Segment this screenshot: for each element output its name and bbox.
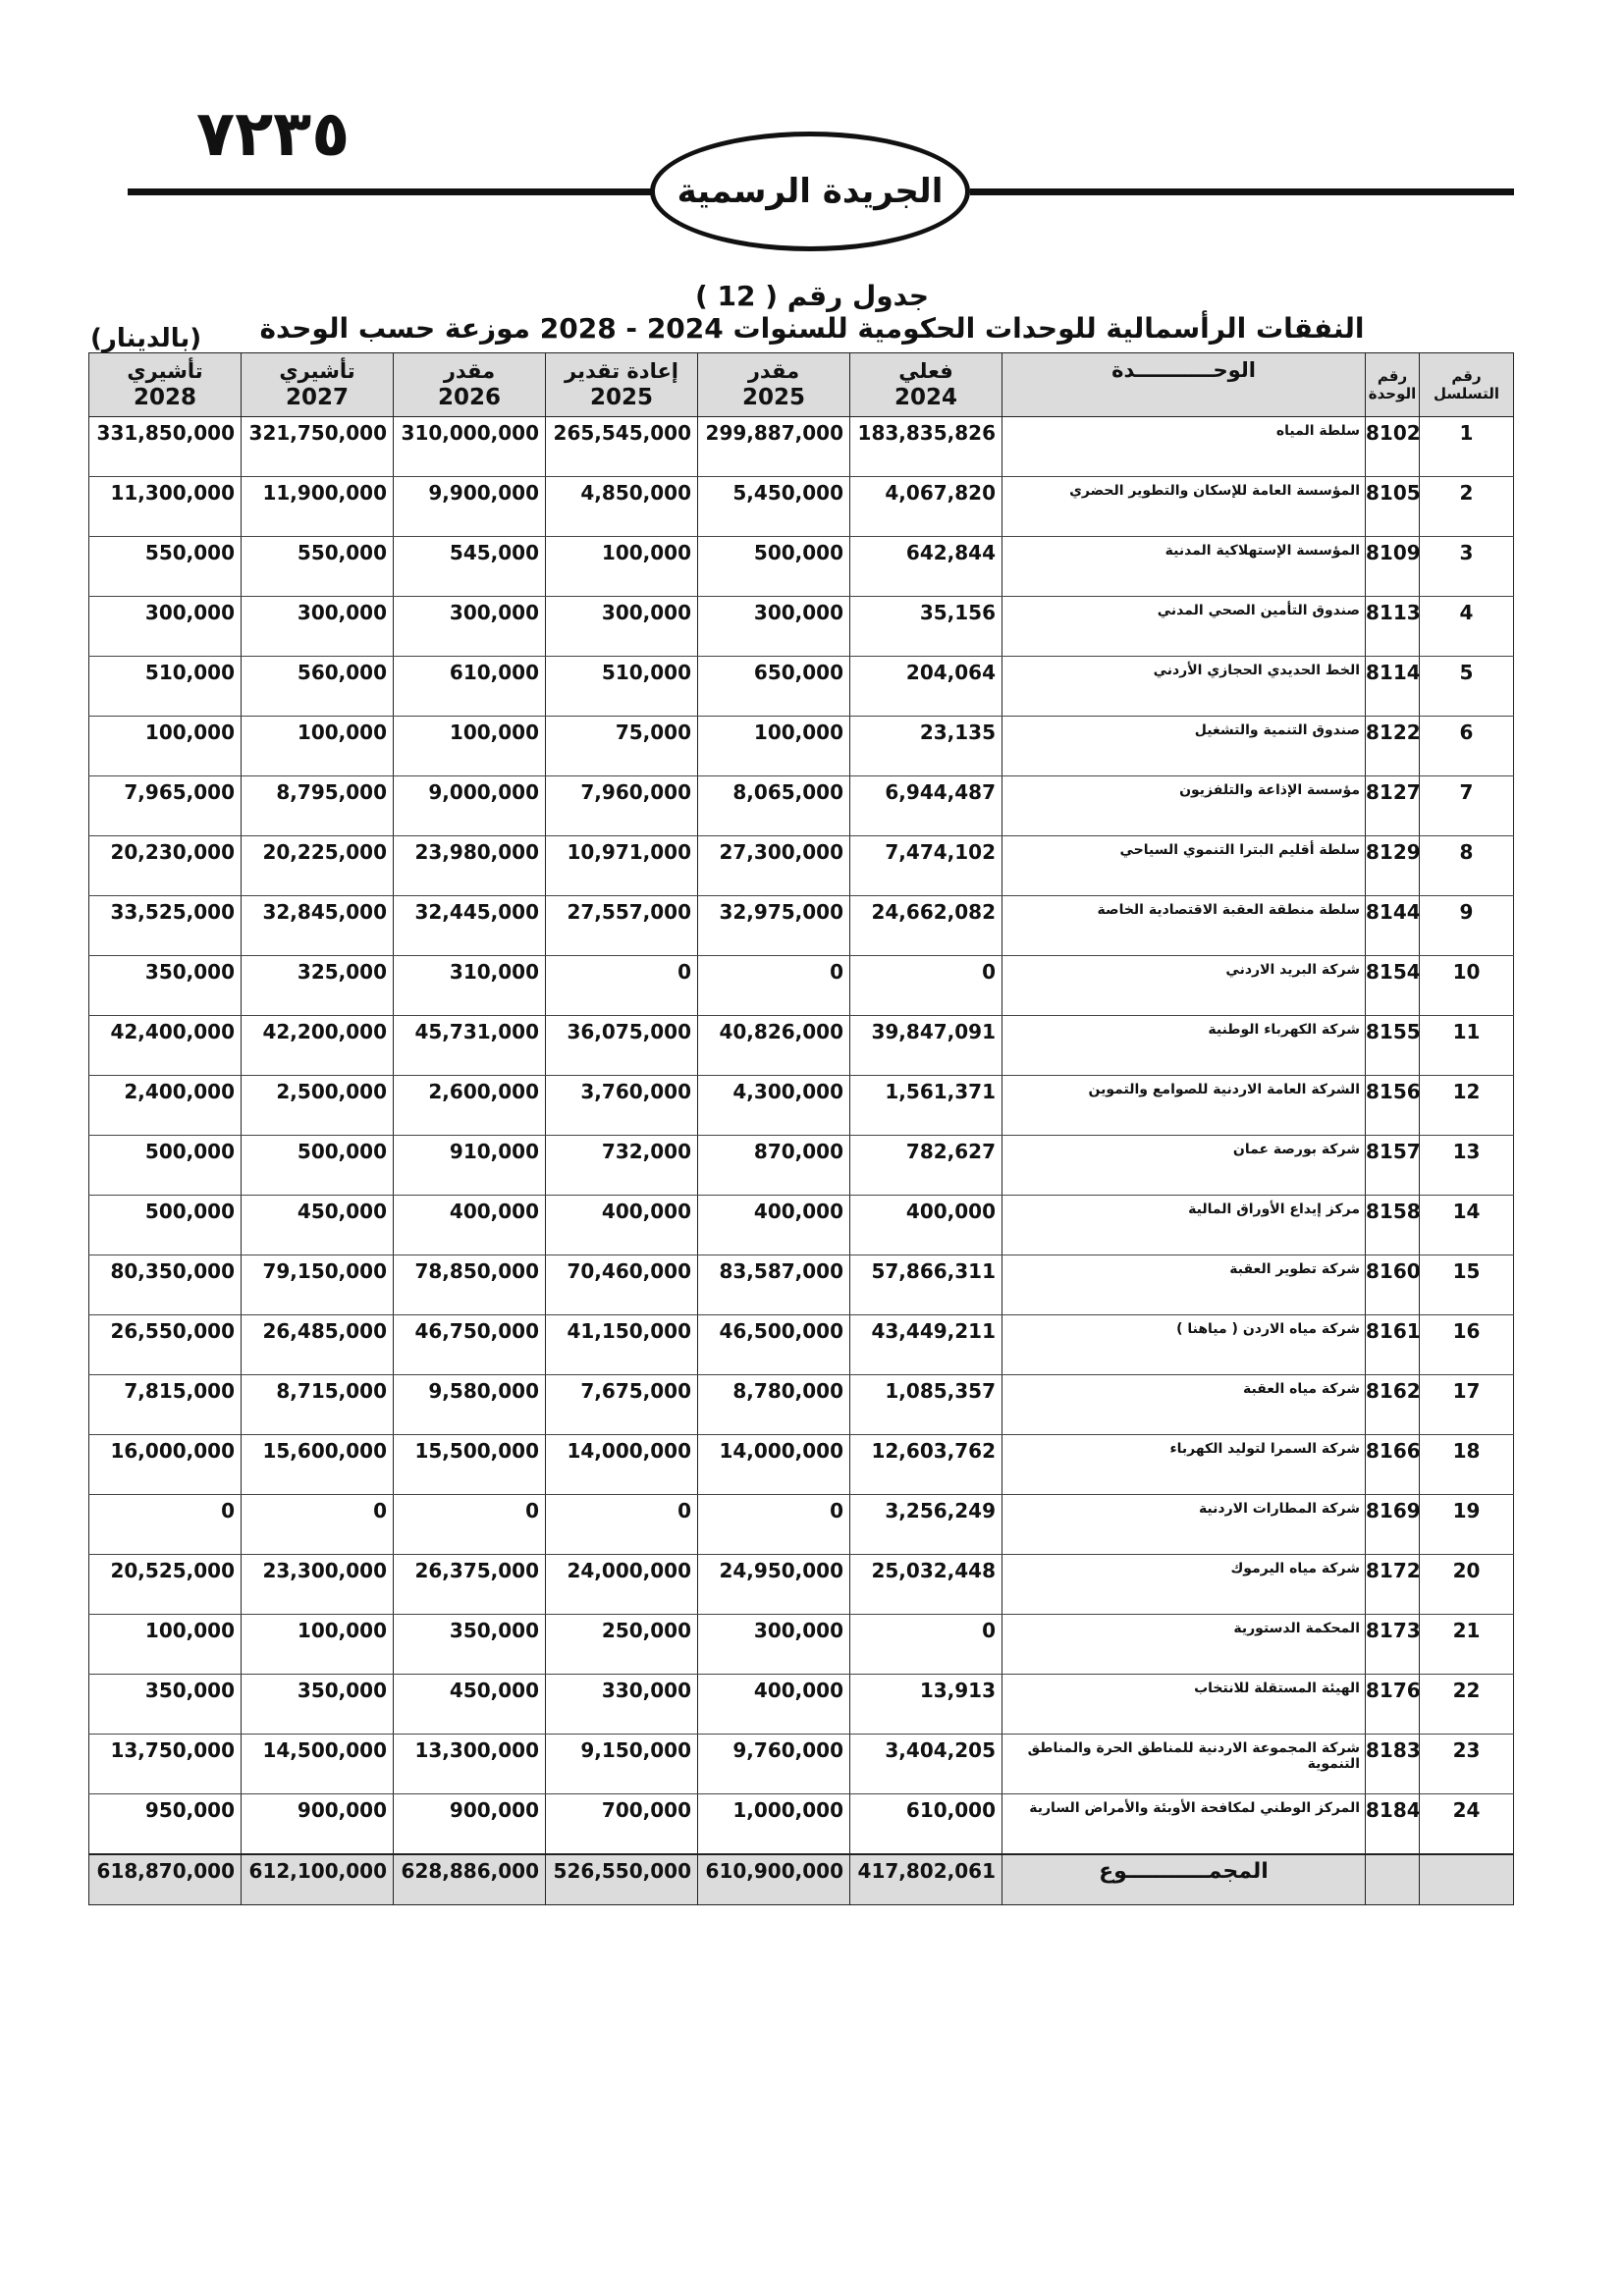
header-seq-l2: التسلسل xyxy=(1434,385,1499,402)
value-2028: 16,000,000 xyxy=(89,1435,242,1495)
value-2024: 610,000 xyxy=(850,1794,1002,1855)
value-2027: 8,795,000 xyxy=(242,776,394,836)
table-row xyxy=(89,1735,1514,1794)
value-2027: 42,200,000 xyxy=(242,1016,394,1076)
unit-code: 8184 xyxy=(1366,1794,1420,1855)
value-2028: 350,000 xyxy=(89,1675,242,1735)
header-2026 xyxy=(394,353,546,417)
table-row xyxy=(89,1255,1514,1315)
header-2024 xyxy=(850,353,1002,417)
value-2025-reestimate: 732,000 xyxy=(546,1136,698,1196)
value-2025-reestimate: 300,000 xyxy=(546,597,698,657)
table-body xyxy=(89,417,1514,1855)
unit-code: 8161 xyxy=(1366,1315,1420,1375)
serial-number: 13 xyxy=(1420,1136,1514,1196)
value-2027: 23,300,000 xyxy=(242,1555,394,1615)
value-2026: 450,000 xyxy=(394,1675,546,1735)
value-2025-reestimate: 70,460,000 xyxy=(546,1255,698,1315)
serial-number: 20 xyxy=(1420,1555,1514,1615)
unit-code: 8176 xyxy=(1366,1675,1420,1735)
value-2027: 2,500,000 xyxy=(242,1076,394,1136)
value-2027: 100,000 xyxy=(242,1615,394,1675)
value-2027: 450,000 xyxy=(242,1196,394,1255)
value-2025: 299,887,000 xyxy=(698,417,850,477)
table-row xyxy=(89,717,1514,776)
value-2028: 0 xyxy=(89,1495,242,1555)
serial-number: 6 xyxy=(1420,717,1514,776)
value-2025-reestimate: 510,000 xyxy=(546,657,698,717)
value-2024: 12,603,762 xyxy=(850,1435,1002,1495)
table-row xyxy=(89,1196,1514,1255)
value-2026: 910,000 xyxy=(394,1136,546,1196)
value-2027: 350,000 xyxy=(242,1675,394,1735)
value-2028: 20,525,000 xyxy=(89,1555,242,1615)
value-2025-reestimate: 3,760,000 xyxy=(546,1076,698,1136)
unit-name: المحكمة الدستورية xyxy=(1002,1615,1366,1675)
header-2025-year: 2025 xyxy=(741,385,805,410)
value-2025-reestimate: 7,675,000 xyxy=(546,1375,698,1435)
serial-number: 12 xyxy=(1420,1076,1514,1136)
serial-number: 24 xyxy=(1420,1794,1514,1855)
value-2025: 400,000 xyxy=(698,1675,850,1735)
unit-code: 8113 xyxy=(1366,597,1420,657)
value-2025-reestimate: 41,150,000 xyxy=(546,1315,698,1375)
table-row xyxy=(89,477,1514,537)
header-2027-year: 2027 xyxy=(285,385,349,410)
unit-code: 8162 xyxy=(1366,1375,1420,1435)
value-2027: 550,000 xyxy=(242,537,394,597)
value-2024: 400,000 xyxy=(850,1196,1002,1255)
unit-name: شركة المطارات الاردنية xyxy=(1002,1495,1366,1555)
table-title: النفقات الرأسمالية للوحدات الحكومية للسنوات 2024 - 2028 موزعة حسب الوحدة xyxy=(259,312,1365,345)
header-rule-right xyxy=(970,188,1514,195)
value-2025-reestimate: 4,850,000 xyxy=(546,477,698,537)
table-row xyxy=(89,1794,1514,1855)
gazette-title-oval xyxy=(650,132,970,251)
value-2027: 8,715,000 xyxy=(242,1375,394,1435)
value-2027: 26,485,000 xyxy=(242,1315,394,1375)
page-number: ٧٢٣٥ xyxy=(196,98,351,171)
value-2026: 2,600,000 xyxy=(394,1076,546,1136)
value-2024: 57,866,311 xyxy=(850,1255,1002,1315)
header-2024-year: 2024 xyxy=(893,385,957,410)
value-2028: 550,000 xyxy=(89,537,242,597)
value-2024: 183,835,826 xyxy=(850,417,1002,477)
header-2026-type: مقدر xyxy=(443,359,496,383)
serial-number: 22 xyxy=(1420,1675,1514,1735)
unit-code: 8158 xyxy=(1366,1196,1420,1255)
table-row xyxy=(89,1495,1514,1555)
unit-name: شركة السمرا لتوليد الكهرباء xyxy=(1002,1435,1366,1495)
value-2028: 42,400,000 xyxy=(89,1016,242,1076)
value-2024: 24,662,082 xyxy=(850,896,1002,956)
value-2025-reestimate: 265,545,000 xyxy=(546,417,698,477)
table-row xyxy=(89,597,1514,657)
unit-name: شركة بورصة عمان xyxy=(1002,1136,1366,1196)
value-2025-reestimate: 250,000 xyxy=(546,1615,698,1675)
table-row xyxy=(89,1555,1514,1615)
total-2026: 628,886,000 xyxy=(394,1854,546,1905)
value-2025: 650,000 xyxy=(698,657,850,717)
value-2026: 9,580,000 xyxy=(394,1375,546,1435)
serial-number: 18 xyxy=(1420,1435,1514,1495)
table-row xyxy=(89,1315,1514,1375)
value-2025-reestimate: 14,000,000 xyxy=(546,1435,698,1495)
total-2025-reestimate: 526,550,000 xyxy=(546,1854,698,1905)
header-seq-l1: رقم xyxy=(1451,367,1482,385)
header-2024-type: فعلي xyxy=(898,359,953,383)
value-2024: 43,449,211 xyxy=(850,1315,1002,1375)
unit-name: شركة الكهرباء الوطنية xyxy=(1002,1016,1366,1076)
unit-name: شركة مياه اليرموك xyxy=(1002,1555,1366,1615)
value-2025: 5,450,000 xyxy=(698,477,850,537)
value-2025-reestimate: 7,960,000 xyxy=(546,776,698,836)
unit-code: 8169 xyxy=(1366,1495,1420,1555)
value-2025: 4,300,000 xyxy=(698,1076,850,1136)
unit-code: 8109 xyxy=(1366,537,1420,597)
unit-code: 8122 xyxy=(1366,717,1420,776)
value-2028: 100,000 xyxy=(89,1615,242,1675)
value-2028: 11,300,000 xyxy=(89,477,242,537)
value-2025: 14,000,000 xyxy=(698,1435,850,1495)
serial-number: 14 xyxy=(1420,1196,1514,1255)
value-2028: 20,230,000 xyxy=(89,836,242,896)
header-2028-year: 2028 xyxy=(133,385,196,410)
value-2025-reestimate: 27,557,000 xyxy=(546,896,698,956)
value-2026: 0 xyxy=(394,1495,546,1555)
unit-code: 8144 xyxy=(1366,896,1420,956)
total-2027: 612,100,000 xyxy=(242,1854,394,1905)
unit-code: 8155 xyxy=(1366,1016,1420,1076)
value-2025-reestimate: 330,000 xyxy=(546,1675,698,1735)
value-2027: 14,500,000 xyxy=(242,1735,394,1794)
header-unit-label: الوحـــــــــــدة xyxy=(1111,358,1256,382)
unit-code: 8105 xyxy=(1366,477,1420,537)
total-row xyxy=(89,1854,1514,1905)
unit-code: 8114 xyxy=(1366,657,1420,717)
value-2025: 9,760,000 xyxy=(698,1735,850,1794)
unit-name: الهيئة المستقلة للانتخاب xyxy=(1002,1675,1366,1735)
value-2028: 500,000 xyxy=(89,1196,242,1255)
value-2025: 24,950,000 xyxy=(698,1555,850,1615)
value-2025: 300,000 xyxy=(698,597,850,657)
value-2028: 80,350,000 xyxy=(89,1255,242,1315)
unit-code: 8127 xyxy=(1366,776,1420,836)
unit-name: شركة البريد الاردني xyxy=(1002,956,1366,1016)
header-2027 xyxy=(242,353,394,417)
serial-number: 2 xyxy=(1420,477,1514,537)
value-2028: 100,000 xyxy=(89,717,242,776)
unit-code: 8172 xyxy=(1366,1555,1420,1615)
value-2025-reestimate: 24,000,000 xyxy=(546,1555,698,1615)
header-2025-type: مقدر xyxy=(747,359,800,383)
total-2028: 618,870,000 xyxy=(89,1854,242,1905)
serial-number: 7 xyxy=(1420,776,1514,836)
value-2024: 13,913 xyxy=(850,1675,1002,1735)
serial-number: 1 xyxy=(1420,417,1514,477)
value-2026: 46,750,000 xyxy=(394,1315,546,1375)
value-2027: 321,750,000 xyxy=(242,417,394,477)
gazette-title: الجريدة الرسمية xyxy=(677,172,944,211)
unit-code: 8157 xyxy=(1366,1136,1420,1196)
unit-name: شركة المجموعة الاردنية للمناطق الحرة والمناطق التنموية xyxy=(1002,1735,1366,1794)
table-row xyxy=(89,417,1514,477)
value-2027: 560,000 xyxy=(242,657,394,717)
unit-code: 8154 xyxy=(1366,956,1420,1016)
serial-number: 23 xyxy=(1420,1735,1514,1794)
value-2026: 13,300,000 xyxy=(394,1735,546,1794)
unit-name: شركة مياه العقبة xyxy=(1002,1375,1366,1435)
value-2025: 100,000 xyxy=(698,717,850,776)
value-2024: 204,064 xyxy=(850,657,1002,717)
unit-code: 8160 xyxy=(1366,1255,1420,1315)
unit-name: شركة مياه الاردن ( مياهنا ) xyxy=(1002,1315,1366,1375)
value-2026: 310,000,000 xyxy=(394,417,546,477)
value-2024: 642,844 xyxy=(850,537,1002,597)
serial-number: 16 xyxy=(1420,1315,1514,1375)
serial-number: 21 xyxy=(1420,1615,1514,1675)
value-2024: 39,847,091 xyxy=(850,1016,1002,1076)
table-number: جدول رقم ( 12 ) xyxy=(694,280,930,312)
value-2026: 26,375,000 xyxy=(394,1555,546,1615)
value-2028: 13,750,000 xyxy=(89,1735,242,1794)
total-2025: 610,900,000 xyxy=(698,1854,850,1905)
header-unit-no-l2: الوحدة xyxy=(1368,385,1417,402)
value-2026: 545,000 xyxy=(394,537,546,597)
value-2028: 350,000 xyxy=(89,956,242,1016)
unit-name: المؤسسة العامة للإسكان والتطوير الحضري xyxy=(1002,477,1366,537)
value-2024: 6,944,487 xyxy=(850,776,1002,836)
value-2026: 45,731,000 xyxy=(394,1016,546,1076)
unit-code: 8166 xyxy=(1366,1435,1420,1495)
value-2025: 8,065,000 xyxy=(698,776,850,836)
header-unit-no-l1: رقم xyxy=(1377,367,1408,385)
header-2025-re-type: إعادة تقدير xyxy=(565,359,678,383)
unit-name: شركة تطوير العقبة xyxy=(1002,1255,1366,1315)
unit-name: سلطة أقليم البترا التنموي السياحي xyxy=(1002,836,1366,896)
table-row xyxy=(89,1016,1514,1076)
value-2028: 300,000 xyxy=(89,597,242,657)
table-row xyxy=(89,1375,1514,1435)
value-2024: 1,085,357 xyxy=(850,1375,1002,1435)
unit-code: 8156 xyxy=(1366,1076,1420,1136)
value-2025: 1,000,000 xyxy=(698,1794,850,1855)
table-row xyxy=(89,1435,1514,1495)
value-2027: 11,900,000 xyxy=(242,477,394,537)
header-2028 xyxy=(89,353,242,417)
value-2026: 9,900,000 xyxy=(394,477,546,537)
value-2025-reestimate: 0 xyxy=(546,956,698,1016)
value-2024: 23,135 xyxy=(850,717,1002,776)
value-2024: 7,474,102 xyxy=(850,836,1002,896)
value-2024: 3,256,249 xyxy=(850,1495,1002,1555)
unit-name: مركز إيداع الأوراق المالية xyxy=(1002,1196,1366,1255)
total-empty-seq xyxy=(1420,1854,1514,1905)
value-2025-reestimate: 36,075,000 xyxy=(546,1016,698,1076)
value-2025: 27,300,000 xyxy=(698,836,850,896)
total-2024: 417,802,061 xyxy=(850,1854,1002,1905)
value-2025-reestimate: 700,000 xyxy=(546,1794,698,1855)
value-2028: 510,000 xyxy=(89,657,242,717)
value-2027: 79,150,000 xyxy=(242,1255,394,1315)
value-2028: 7,965,000 xyxy=(89,776,242,836)
table-header-row xyxy=(89,353,1514,417)
unit-name: مؤسسة الإذاعة والتلفزيون xyxy=(1002,776,1366,836)
value-2025: 300,000 xyxy=(698,1615,850,1675)
header-unit-no xyxy=(1366,353,1420,417)
value-2026: 400,000 xyxy=(394,1196,546,1255)
unit-name: سلطة منطقة العقبة الاقتصادية الخاصة xyxy=(1002,896,1366,956)
value-2027: 15,600,000 xyxy=(242,1435,394,1495)
value-2028: 331,850,000 xyxy=(89,417,242,477)
table-row xyxy=(89,776,1514,836)
serial-number: 5 xyxy=(1420,657,1514,717)
value-2026: 900,000 xyxy=(394,1794,546,1855)
value-2026: 310,000 xyxy=(394,956,546,1016)
value-2025: 32,975,000 xyxy=(698,896,850,956)
table-row xyxy=(89,1136,1514,1196)
unit-code: 8102 xyxy=(1366,417,1420,477)
value-2025-reestimate: 0 xyxy=(546,1495,698,1555)
header-seq xyxy=(1420,353,1514,417)
value-2026: 350,000 xyxy=(394,1615,546,1675)
value-2027: 100,000 xyxy=(242,717,394,776)
serial-number: 15 xyxy=(1420,1255,1514,1315)
value-2025: 40,826,000 xyxy=(698,1016,850,1076)
value-2026: 610,000 xyxy=(394,657,546,717)
table-row xyxy=(89,836,1514,896)
value-2024: 3,404,205 xyxy=(850,1735,1002,1794)
header-2025-reestimate xyxy=(546,353,698,417)
table-row xyxy=(89,1076,1514,1136)
value-2025-reestimate: 9,150,000 xyxy=(546,1735,698,1794)
value-2025: 500,000 xyxy=(698,537,850,597)
total-label: المجمـــــــــــوع xyxy=(1002,1854,1366,1905)
value-2025: 0 xyxy=(698,956,850,1016)
table-row xyxy=(89,1675,1514,1735)
value-2024: 1,561,371 xyxy=(850,1076,1002,1136)
value-2025: 400,000 xyxy=(698,1196,850,1255)
value-2024: 4,067,820 xyxy=(850,477,1002,537)
value-2025: 0 xyxy=(698,1495,850,1555)
currency-note: (بالدينار) xyxy=(90,324,202,353)
header-2028-type: تأشيري xyxy=(127,359,203,383)
value-2028: 2,400,000 xyxy=(89,1076,242,1136)
value-2024: 782,627 xyxy=(850,1136,1002,1196)
serial-number: 3 xyxy=(1420,537,1514,597)
value-2027: 20,225,000 xyxy=(242,836,394,896)
value-2026: 9,000,000 xyxy=(394,776,546,836)
value-2025: 8,780,000 xyxy=(698,1375,850,1435)
header-2025 xyxy=(698,353,850,417)
unit-name: الشركة العامة الاردنية للصوامع والتموين xyxy=(1002,1076,1366,1136)
unit-name: صندوق التأمين الصحي المدني xyxy=(1002,597,1366,657)
value-2024: 0 xyxy=(850,956,1002,1016)
unit-code: 8183 xyxy=(1366,1735,1420,1794)
value-2025-reestimate: 75,000 xyxy=(546,717,698,776)
value-2024: 35,156 xyxy=(850,597,1002,657)
header-2027-type: تأشيري xyxy=(279,359,355,383)
table-row xyxy=(89,537,1514,597)
value-2026: 32,445,000 xyxy=(394,896,546,956)
value-2027: 0 xyxy=(242,1495,394,1555)
serial-number: 17 xyxy=(1420,1375,1514,1435)
value-2025-reestimate: 10,971,000 xyxy=(546,836,698,896)
value-2028: 7,815,000 xyxy=(89,1375,242,1435)
serial-number: 19 xyxy=(1420,1495,1514,1555)
value-2025: 870,000 xyxy=(698,1136,850,1196)
unit-name: الخط الحديدي الحجازي الأردني xyxy=(1002,657,1366,717)
serial-number: 9 xyxy=(1420,896,1514,956)
value-2028: 33,525,000 xyxy=(89,896,242,956)
value-2028: 950,000 xyxy=(89,1794,242,1855)
header-2026-year: 2026 xyxy=(437,385,501,410)
table-row xyxy=(89,1615,1514,1675)
value-2027: 325,000 xyxy=(242,956,394,1016)
value-2025: 83,587,000 xyxy=(698,1255,850,1315)
table-row xyxy=(89,896,1514,956)
value-2027: 900,000 xyxy=(242,1794,394,1855)
table-row xyxy=(89,657,1514,717)
serial-number: 4 xyxy=(1420,597,1514,657)
serial-number: 11 xyxy=(1420,1016,1514,1076)
total-empty-code xyxy=(1366,1854,1420,1905)
unit-name: سلطة المياه xyxy=(1002,417,1366,477)
header-unit xyxy=(1002,353,1366,417)
value-2027: 300,000 xyxy=(242,597,394,657)
value-2024: 25,032,448 xyxy=(850,1555,1002,1615)
value-2026: 15,500,000 xyxy=(394,1435,546,1495)
value-2027: 500,000 xyxy=(242,1136,394,1196)
value-2026: 100,000 xyxy=(394,717,546,776)
unit-code: 8173 xyxy=(1366,1615,1420,1675)
header-rule-left xyxy=(128,188,658,195)
value-2025: 46,500,000 xyxy=(698,1315,850,1375)
unit-name: صندوق التنمية والتشغيل xyxy=(1002,717,1366,776)
value-2026: 23,980,000 xyxy=(394,836,546,896)
header-2025-re-year: 2025 xyxy=(589,385,653,410)
table-row xyxy=(89,956,1514,1016)
serial-number: 10 xyxy=(1420,956,1514,1016)
serial-number: 8 xyxy=(1420,836,1514,896)
value-2027: 32,845,000 xyxy=(242,896,394,956)
unit-name: المؤسسة الإستهلاكية المدنية xyxy=(1002,537,1366,597)
capital-expenditure-table xyxy=(88,352,1514,1905)
value-2025-reestimate: 400,000 xyxy=(546,1196,698,1255)
value-2028: 26,550,000 xyxy=(89,1315,242,1375)
value-2026: 78,850,000 xyxy=(394,1255,546,1315)
value-2028: 500,000 xyxy=(89,1136,242,1196)
value-2024: 0 xyxy=(850,1615,1002,1675)
value-2026: 300,000 xyxy=(394,597,546,657)
unit-name: المركز الوطني لمكافحة الأوبئة والأمراض السارية xyxy=(1002,1794,1366,1855)
value-2025-reestimate: 100,000 xyxy=(546,537,698,597)
unit-code: 8129 xyxy=(1366,836,1420,896)
